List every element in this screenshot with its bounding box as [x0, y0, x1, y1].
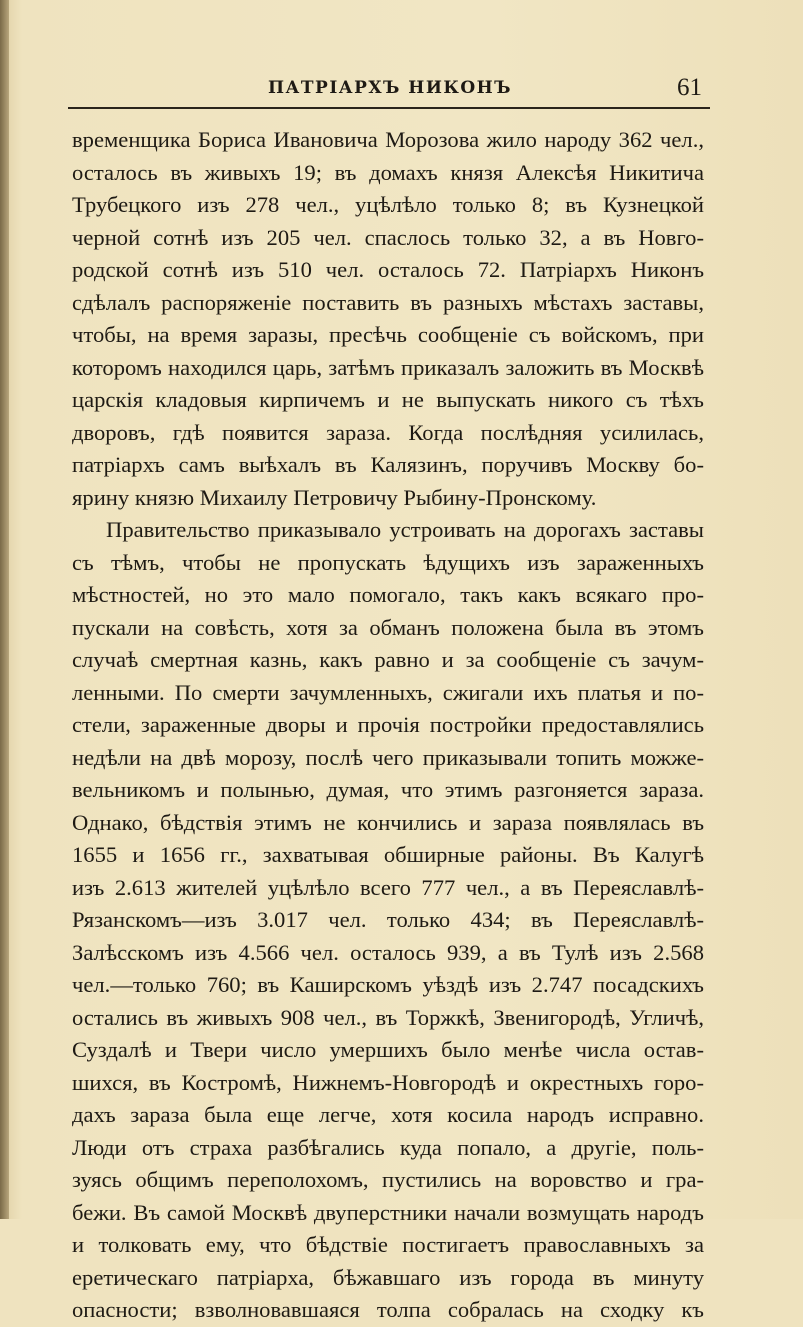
text-line: Суздалѣ и Твери число умершихъ было менѣе числа остав- — [72, 1037, 704, 1062]
text-line: шихся, въ Костромѣ, Нижнемъ-Новгородѣ и окрестныхъ горо- — [72, 1069, 704, 1095]
text-line: чел.—только 760; въ Каширскомъ уѣздѣ изъ 2.747 посадскихъ — [72, 972, 704, 997]
text-line: Люди отъ страха разбѣгались куда попало, а другіе, поль- — [72, 1134, 704, 1160]
text-line-paragraph-start: Правительство приказывало устроивать на дорогахъ заставы — [106, 517, 704, 542]
text-line: Залѣсскомъ изъ 4.566 чел. осталось 939, а въ Тулѣ изъ 2.568 — [72, 939, 704, 965]
text-line: которомъ находился царь, затѣмъ приказалъ заложить въ Москвѣ — [72, 354, 704, 380]
text-line: съ тѣмъ, чтобы не пропускать ѣдущихъ изъ зараженныхъ — [72, 549, 704, 575]
running-head — [70, 74, 710, 108]
text-line: и толковать ему, что бѣдствіе постигаетъ православныхъ за — [72, 1232, 704, 1257]
book-spine-edge — [0, 0, 9, 1219]
text-line: родской сотнѣ изъ 510 чел. осталось 72. Патріархъ Никонъ — [72, 257, 704, 282]
text-line: осталось въ живыхъ 19; въ домахъ князя Алексѣя Никитича — [72, 159, 704, 185]
text-line: дворовъ, гдѣ появится зараза. Когда послѣдняя усилилась, — [72, 419, 704, 445]
text-line: остались въ живыхъ 908 чел., въ Торжкѣ, Звенигородѣ, Угличѣ, — [72, 1004, 704, 1030]
text-line: черной сотнѣ изъ 205 чел. спаслось только 32, а въ Новго- — [72, 224, 704, 250]
text-line: Трубецкого изъ 278 чел., уцѣлѣло только 8; въ Кузнецкой — [72, 192, 704, 217]
running-title: ПАТРІАРХЪ НИКОНЪ — [267, 78, 512, 98]
text-line: стели, зараженные дворы и прочія постройки предоставлялись — [72, 712, 704, 737]
text-line: царскія кладовыя кирпичемъ и не выпускать никого съ тѣхъ — [72, 387, 704, 412]
text-line: опасности; взволновавшаяся толпа собралась на сходку къ — [72, 1297, 704, 1322]
text-line: 1655 и 1656 гг., захватывая обширные районы. Въ Калугѣ — [72, 842, 704, 867]
text-line: Однако, бѣдствія этимъ не кончились и зараза появлялась въ — [72, 809, 704, 835]
text-line: зуясь общимъ переполохомъ, пустились на воровство и гра- — [72, 1167, 704, 1192]
text-line: вельникомъ и полынью, думая, что этимъ разгоняется зараза. — [72, 777, 704, 802]
text-line: временщика Бориса Ивановича Морозова жило народу 362 чел., — [72, 127, 704, 152]
text-line: сдѣлалъ распоряженіе поставить въ разныхъ мѣстахъ заставы, — [72, 289, 704, 315]
text-line: пускали на совѣсть, хотя за обманъ положена была въ этомъ — [72, 614, 704, 640]
header-rule — [68, 107, 710, 109]
text-line: патріархъ самъ выѣхалъ въ Калязинъ, поручивъ Москву бо- — [72, 452, 704, 477]
text-line: ленными. По смерти зачумленныхъ, сжигали ихъ платья и по- — [72, 679, 704, 705]
text-line: Рязанскомъ—изъ 3.017 чел. только 434; въ Переяславлѣ- — [72, 907, 704, 932]
text-line: случаѣ смертная казнь, какъ равно и за сообщеніе съ зачум- — [72, 647, 704, 672]
body-text — [72, 124, 704, 1327]
text-line: недѣли на двѣ морозу, послѣ чего приказывали топить можже- — [72, 744, 704, 770]
text-line: бежи. Въ самой Москвѣ двуперстники начали возмущать народъ — [72, 1199, 704, 1225]
text-line: мѣстностей, но это мало помогало, такъ какъ всякаго про- — [72, 582, 704, 607]
text-line: ярину князю Михаилу Петровичу Рыбину-Пронскому. — [72, 484, 597, 510]
text-line: еретическаго патріарха, бѣжавшаго изъ города въ минуту — [72, 1264, 704, 1290]
text-line: дахъ зараза была еще легче, хотя косила народъ исправно. — [72, 1102, 704, 1127]
text-line: изъ 2.613 жителей уцѣлѣло всего 777 чел., а въ Переяславлѣ- — [72, 874, 704, 900]
page-number: 61 — [677, 74, 702, 101]
text-line: чтобы, на время заразы, пресѣчь сообщеніе съ войскомъ, при — [72, 322, 704, 347]
